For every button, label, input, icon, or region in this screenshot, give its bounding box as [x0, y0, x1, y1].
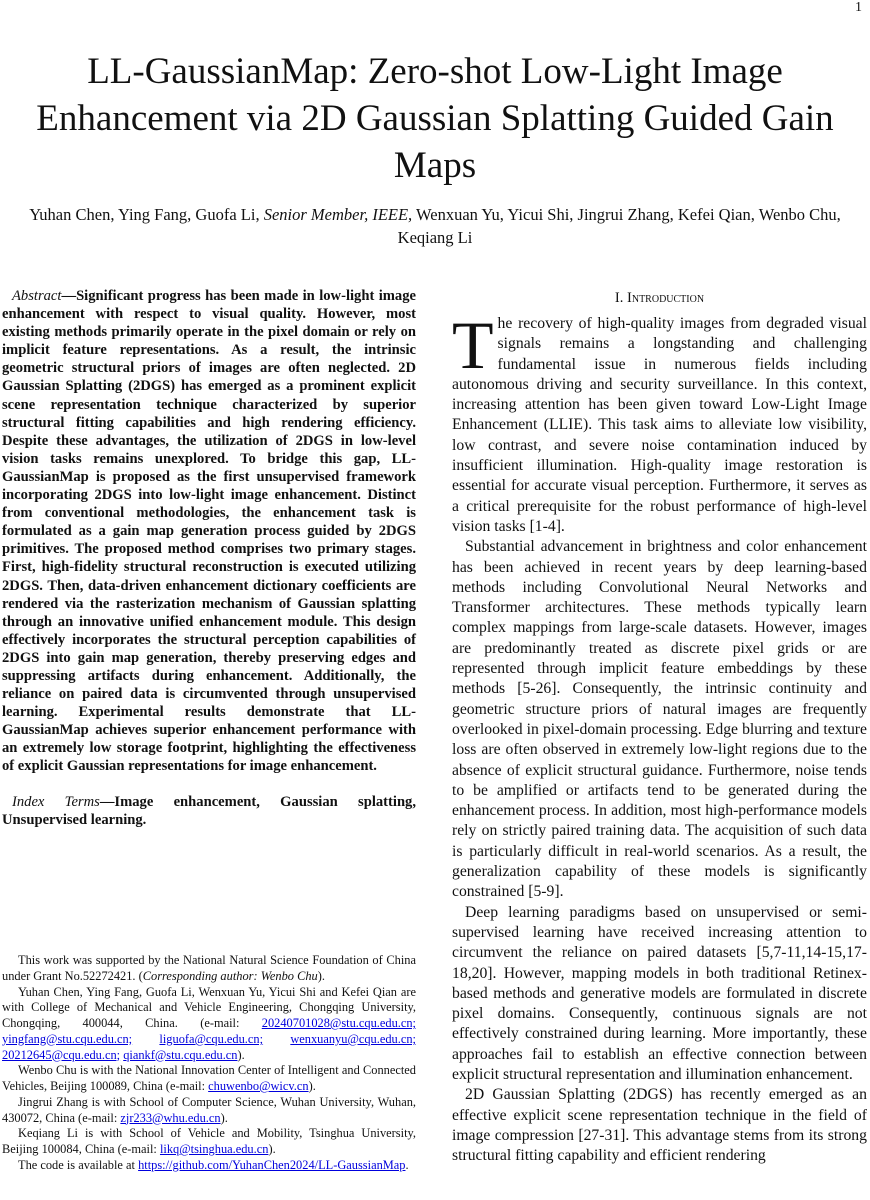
author-role: Senior Member, IEEE,: [263, 205, 413, 224]
abstract-dash: —: [61, 288, 77, 304]
intro-paragraph-1: [452, 307, 867, 537]
affiliation-text-2: Wenbo Chu is with the National Innovation Center of Intelligent and Connected Vehicles, Beijing 100089, China (e-mail:: [2, 1063, 416, 1093]
intro-paragraph-3: Deep learning paradigms based on unsupervised or semi-supervised learning have received increasing attention to circumvent the reliance on paired datasets [5,7-11,14-15,17-18,20]. However, mapping models in both traditional Retinex-based methods and generative models are formulated in discrete pixel domains. Consequently, continuous signals are not effectively constrained during learning. More importantly, these approaches fail to establish an effective connection between explicit structural representation and illumination enhancement.: [452, 903, 867, 1083]
abstract-label: Abstract: [12, 288, 62, 304]
section-number: I.: [614, 290, 628, 306]
left-column: [2, 287, 416, 829]
right-column: [452, 288, 867, 1166]
email-link[interactable]: zjr233@whu.edu.cn: [120, 1110, 221, 1125]
code-note: [2, 1158, 416, 1174]
intro-paragraph-2: Substantial advancement in brightness and color enhancement has been achieved in recent years by deep learning-based methods including Convolutional Neural Networks and Transformer architectures. These methods typically learn complex mappings from large-scale datasets. However, images are predominantly treated as discrete pixel grids or are represented through implicit feature embeddings by these methods [5-26]. Consequently, the intrinsic continuity and geometric structure priors of natural images are frequently overlooked in pixel-domain processing. Edge blurring and texture loss are often observed in extremely low-light regions due to the absence of explicit structural guidance. Furthermore, noise tends to be amplified or artifacts tend to be generated during the enhancement process. In addition, most high-performance models rely on strictly paired training data. The acquisition of such data is particularly difficult in real-world scenarios. As a result, the generalization capability of these models is significantly constrained [5-9].: [452, 538, 867, 901]
abstract-text: Significant progress has been made in low-light image enhancement with respect to visual quality. However, most existing methods primarily operate in the pixel domain or rely on implicit feature representations. As a result, the intrinsic geometric structural priors of images are often neglected. 2D Gaussian Splatting (2DGS) has emerged as a prominent explicit scene representation technique characterized by superior structural fitting capabilities and high rendering efficiency. Despite these advantages, the utilization of 2DGS in low-level vision tasks remains unexplored. To bridge this gap, LL-GaussianMap is proposed as the first unsupervised framework incorporating 2DGS into low-light image enhancement. Distinct from conventional methodologies, the enhancement task is formulated as a gain map generation process guided by 2DGS primitives. The proposed method comprises two primary stages. First, high-fidelity structural reconstruction is executed utilizing 2DGS. Then, data-driven enhancement dictionary coefficients are rendered via the rasterization mechanism of Gaussian splatting through an innovative unified enhancement module. This design effectively incorporates the structural perception capabilities of 2DGS into gain map generation, thereby preserving edges and suppressing artifacts during enhancement. Additionally, the reliance on paired data is circumvented through unsupervised learning. Experimental results demonstrate that LL-GaussianMap achieves superior enhancement performance with an extremely low storage footprint, highlighting the effectiveness of explicit Gaussian representations for image enhancement.: [2, 288, 416, 775]
affiliation-note-3: [2, 1095, 416, 1127]
footnotes: [2, 953, 416, 1174]
code-end: .: [405, 1157, 409, 1172]
affiliation-note-1: [2, 985, 416, 1064]
section-heading: [452, 288, 867, 308]
funding-note: [2, 953, 416, 985]
affiliation-text-4: Keqiang Li is with School of Vehicle and Mobility, Tsinghua University, Beijing 100084, China (e-mail:: [2, 1126, 416, 1156]
email-link[interactable]: 20212645@cqu.edu.cn;: [2, 1047, 121, 1062]
authors-part1: Yuhan Chen, Ying Fang, Guofa Li,: [29, 205, 264, 224]
email-link[interactable]: wenxuanyu@cqu.edu.cn;: [290, 1031, 416, 1046]
index-terms: [2, 793, 416, 829]
affiliation-end-4: ).: [268, 1142, 276, 1156]
intro-paragraph-4: 2D Gaussian Splatting (2DGS) has recently emerged as an effective explicit scene representation technique in the field of image compression [27-31]. This advantage stems from its strong structural fitting capability and efficient rendering: [452, 1086, 867, 1165]
paper-title: LL-GaussianMap: Zero-shot Low-Light Image Enhancement via 2D Gaussian Splatting Guided Gain Maps: [36, 51, 834, 186]
page-number: 1: [855, 0, 862, 15]
email-link[interactable]: 20240701028@stu.cqu.edu.cn;: [261, 1016, 416, 1030]
drop-cap: T: [452, 307, 494, 383]
affiliation-note-2: [2, 1063, 416, 1095]
code-link[interactable]: https://github.com/YuhanChen2024/LL-GaussianMap: [138, 1157, 406, 1172]
email-link[interactable]: liguofa@cqu.edu.cn;: [159, 1031, 264, 1046]
index-terms-text: Image enhancement, Gaussian splatting, Unsupervised learning.: [2, 793, 417, 828]
affiliation-end-2: ).: [308, 1079, 316, 1093]
index-terms-label: Index Terms: [12, 793, 100, 810]
index-terms-dash: —: [99, 793, 115, 810]
author-list: [20, 203, 850, 249]
corresponding-author: Corresponding author: Wenbo Chu: [142, 968, 318, 983]
authors-part2: Wenxuan Yu, Yicui Shi, Jingrui Zhang, Kefei Qian, Wenbo Chu, Keqiang Li: [397, 205, 841, 247]
email-link[interactable]: yingfang@stu.cqu.edu.cn;: [2, 1031, 133, 1046]
affiliation-end-3: ).: [220, 1110, 228, 1125]
affiliation-text-3: Jingrui Zhang is with School of Computer Science, Wuhan University, Wuhan, 430072, China (e-mail:: [2, 1094, 416, 1125]
email-link[interactable]: chuwenbo@wicv.cn: [208, 1079, 309, 1093]
affiliation-note-4: [2, 1126, 416, 1158]
email-link[interactable]: qiankf@stu.cqu.edu.cn: [123, 1047, 238, 1062]
funding-text: This work was supported by the National Natural Science Foundation of China under Grant No.52272421. (: [2, 953, 416, 983]
section-title: Introduction: [627, 290, 705, 306]
abstract: [2, 287, 416, 776]
affiliation-end-1: ).: [237, 1047, 245, 1062]
code-text: The code is available at: [18, 1157, 139, 1172]
affiliation-text-1: Yuhan Chen, Ying Fang, Guofa Li, Wenxuan Yu, Yicui Shi and Kefei Qian are with College of Mechanical and Vehicle Engineering, Chongqing University, Chongqing, 400044, China. (e-mail:: [2, 984, 416, 1030]
funding-end: ).: [317, 968, 325, 983]
email-link[interactable]: likq@tsinghua.edu.cn: [159, 1142, 269, 1156]
paragraph-text: he recovery of high-quality images from degraded visual signals remains a longstanding and challenging fundamental issue in numerous fields including autonomous driving and security surveillance. In this context, increasing attention has been given toward Low-Light Image Enhancement (LLIE). This task aims to alleviate low visibility, low contrast, and severe noise contamination induced by insufficient illumination. High-quality image restoration is essential for accurate visual perception. Furthermore, it serves as a critical prerequisite for the robust performance of high-level vision tasks [1-4].: [452, 315, 867, 535]
